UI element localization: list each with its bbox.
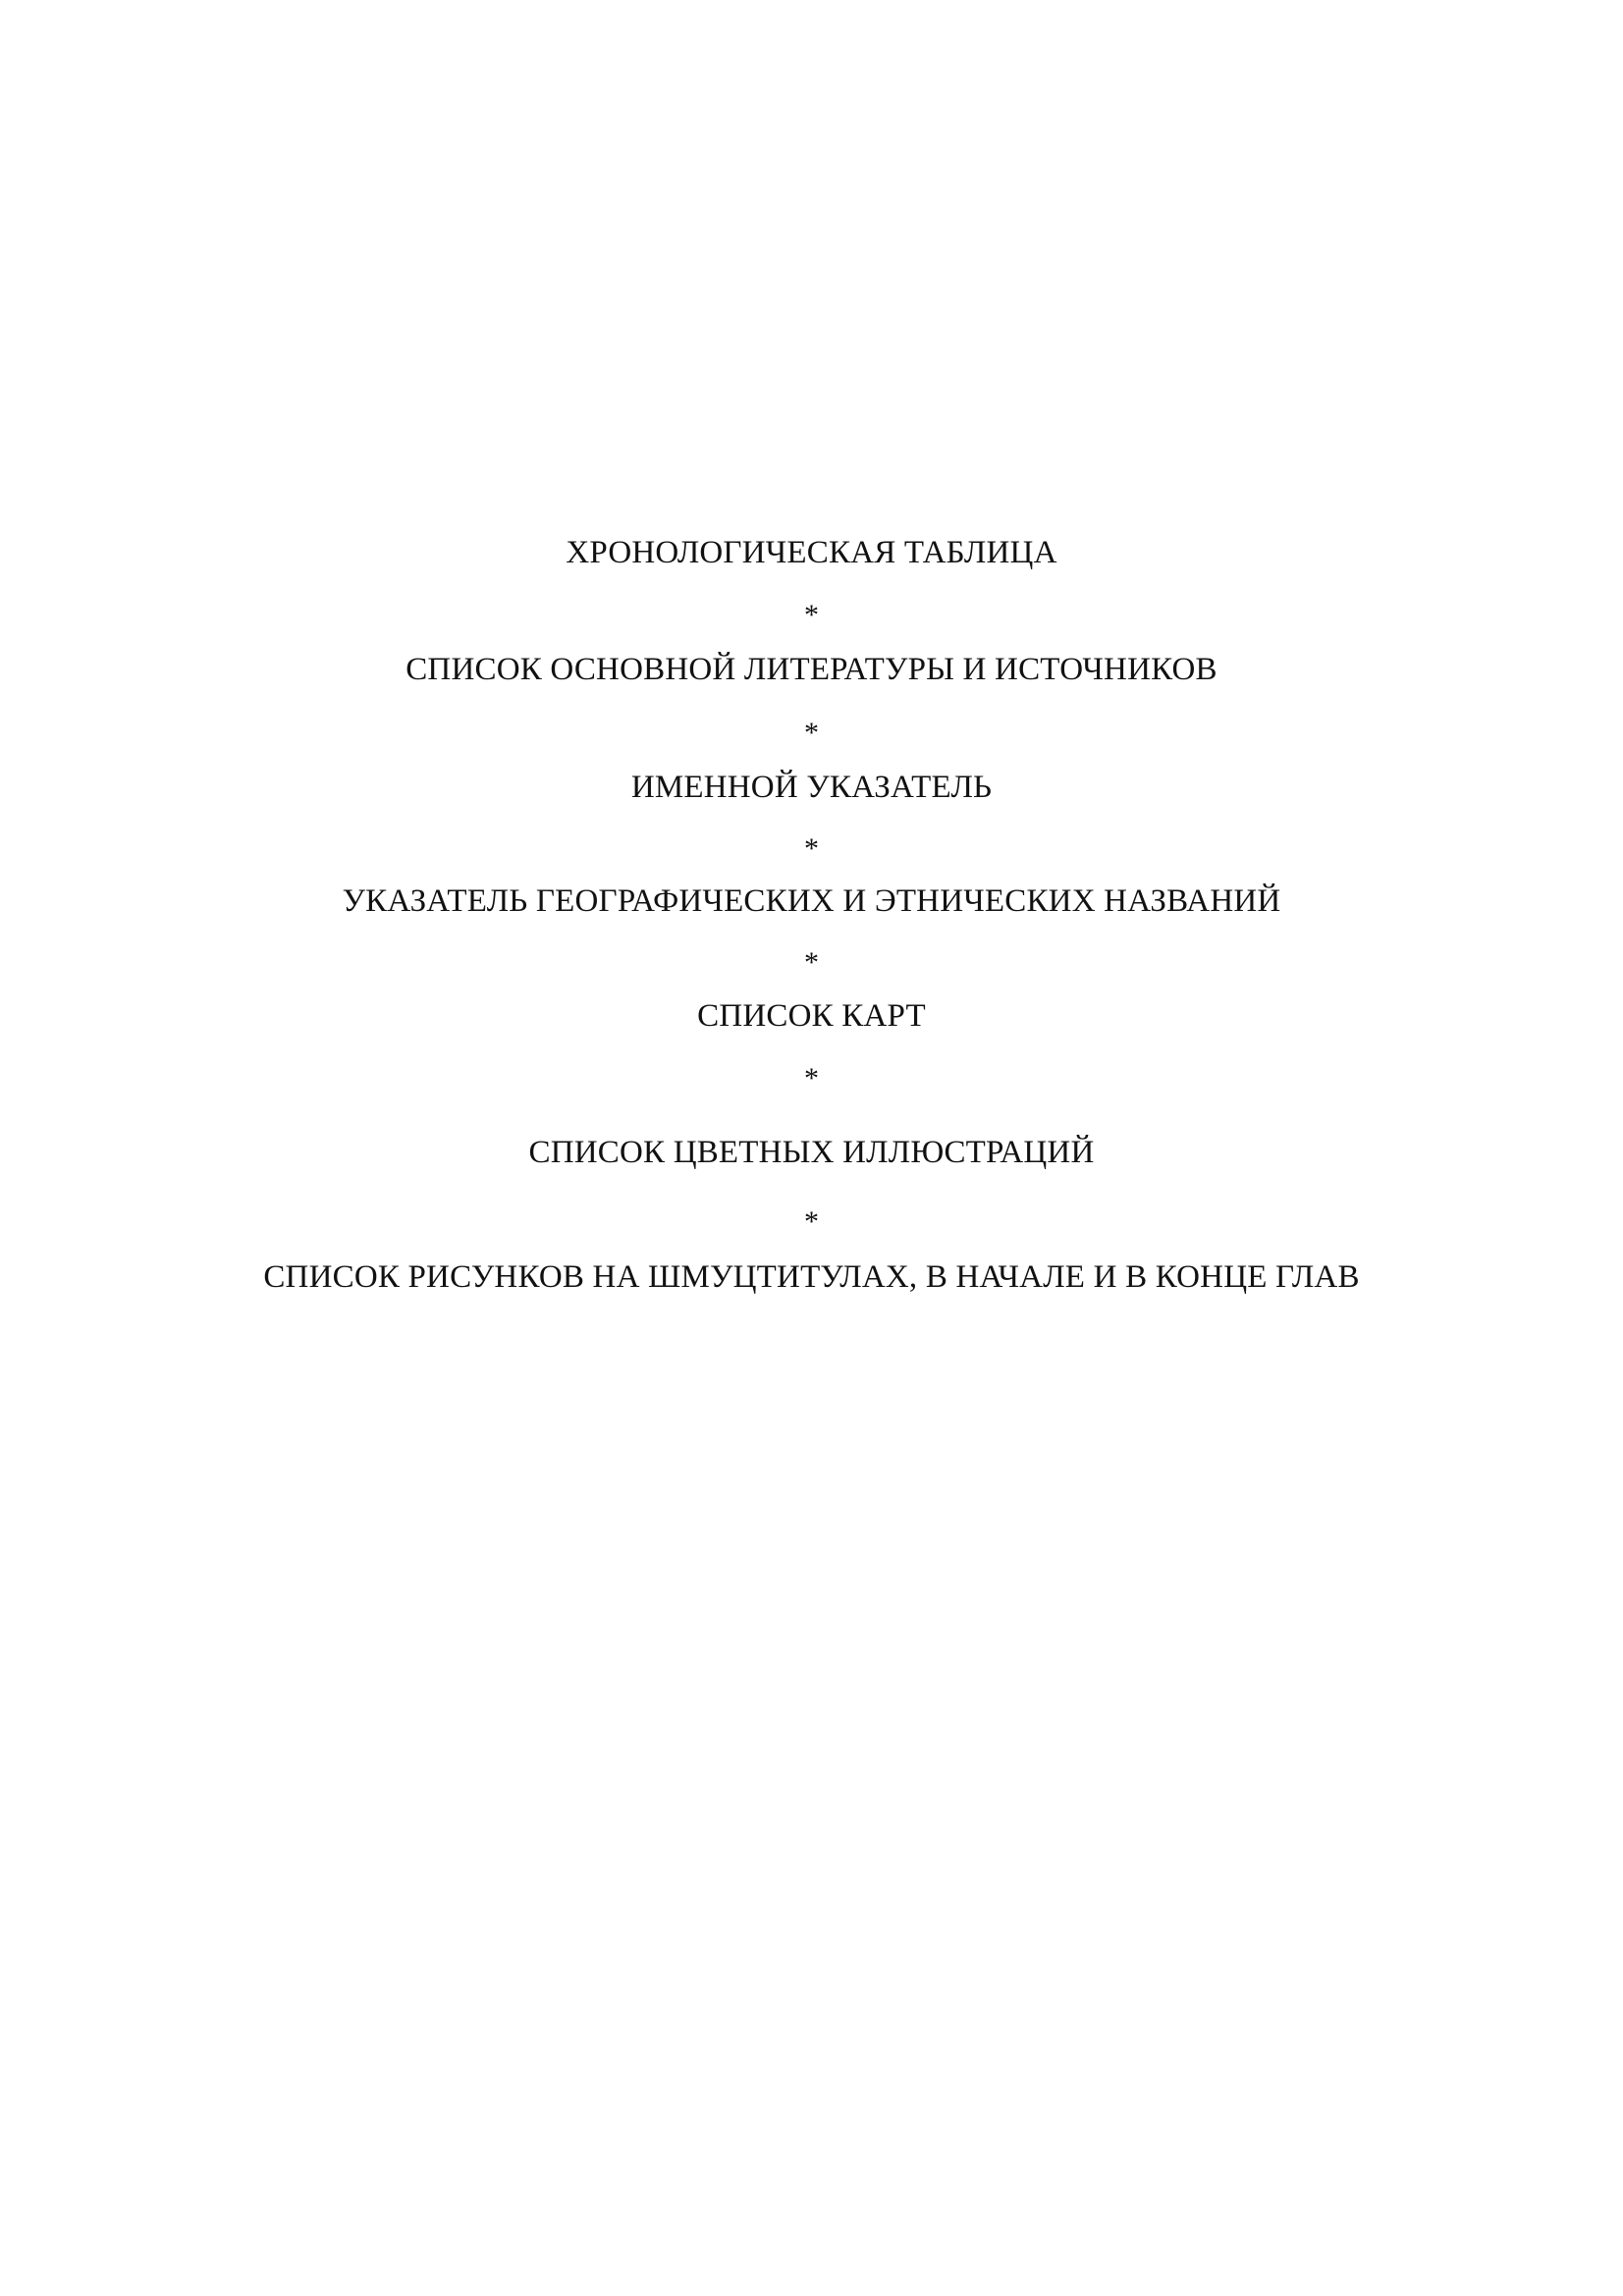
section-geographic-index: УКАЗАТЕЛЬ ГЕОГРАФИЧЕСКИХ И ЭТНИЧЕСКИХ НАЗВАНИЙ xyxy=(342,883,1281,919)
section-chronological-table: ХРОНОЛОГИЧЕСКАЯ ТАБЛИЦА xyxy=(566,535,1057,570)
separator-asterisk: * xyxy=(804,946,819,979)
separator-asterisk: * xyxy=(804,1062,819,1095)
section-list-of-maps: СПИСОК КАРТ xyxy=(697,998,926,1034)
separator-asterisk: * xyxy=(804,1205,819,1238)
section-color-illustrations: СПИСОК ЦВЕТНЫХ ИЛЛЮСТРАЦИЙ xyxy=(528,1135,1095,1170)
separator-asterisk: * xyxy=(804,832,819,865)
section-name-index: ИМЕННОЙ УКАЗАТЕЛЬ xyxy=(630,770,993,805)
section-chapter-drawings: СПИСОК РИСУНКОВ НА ШМУЦТИТУЛАХ, В НАЧАЛЕ И В КОНЦЕ ГЛАВ xyxy=(263,1259,1360,1295)
separator-asterisk: * xyxy=(804,717,819,749)
section-bibliography: СПИСОК ОСНОВНОЙ ЛИТЕРАТУРЫ И ИСТОЧНИКОВ xyxy=(406,652,1217,687)
separator-asterisk: * xyxy=(804,599,819,631)
